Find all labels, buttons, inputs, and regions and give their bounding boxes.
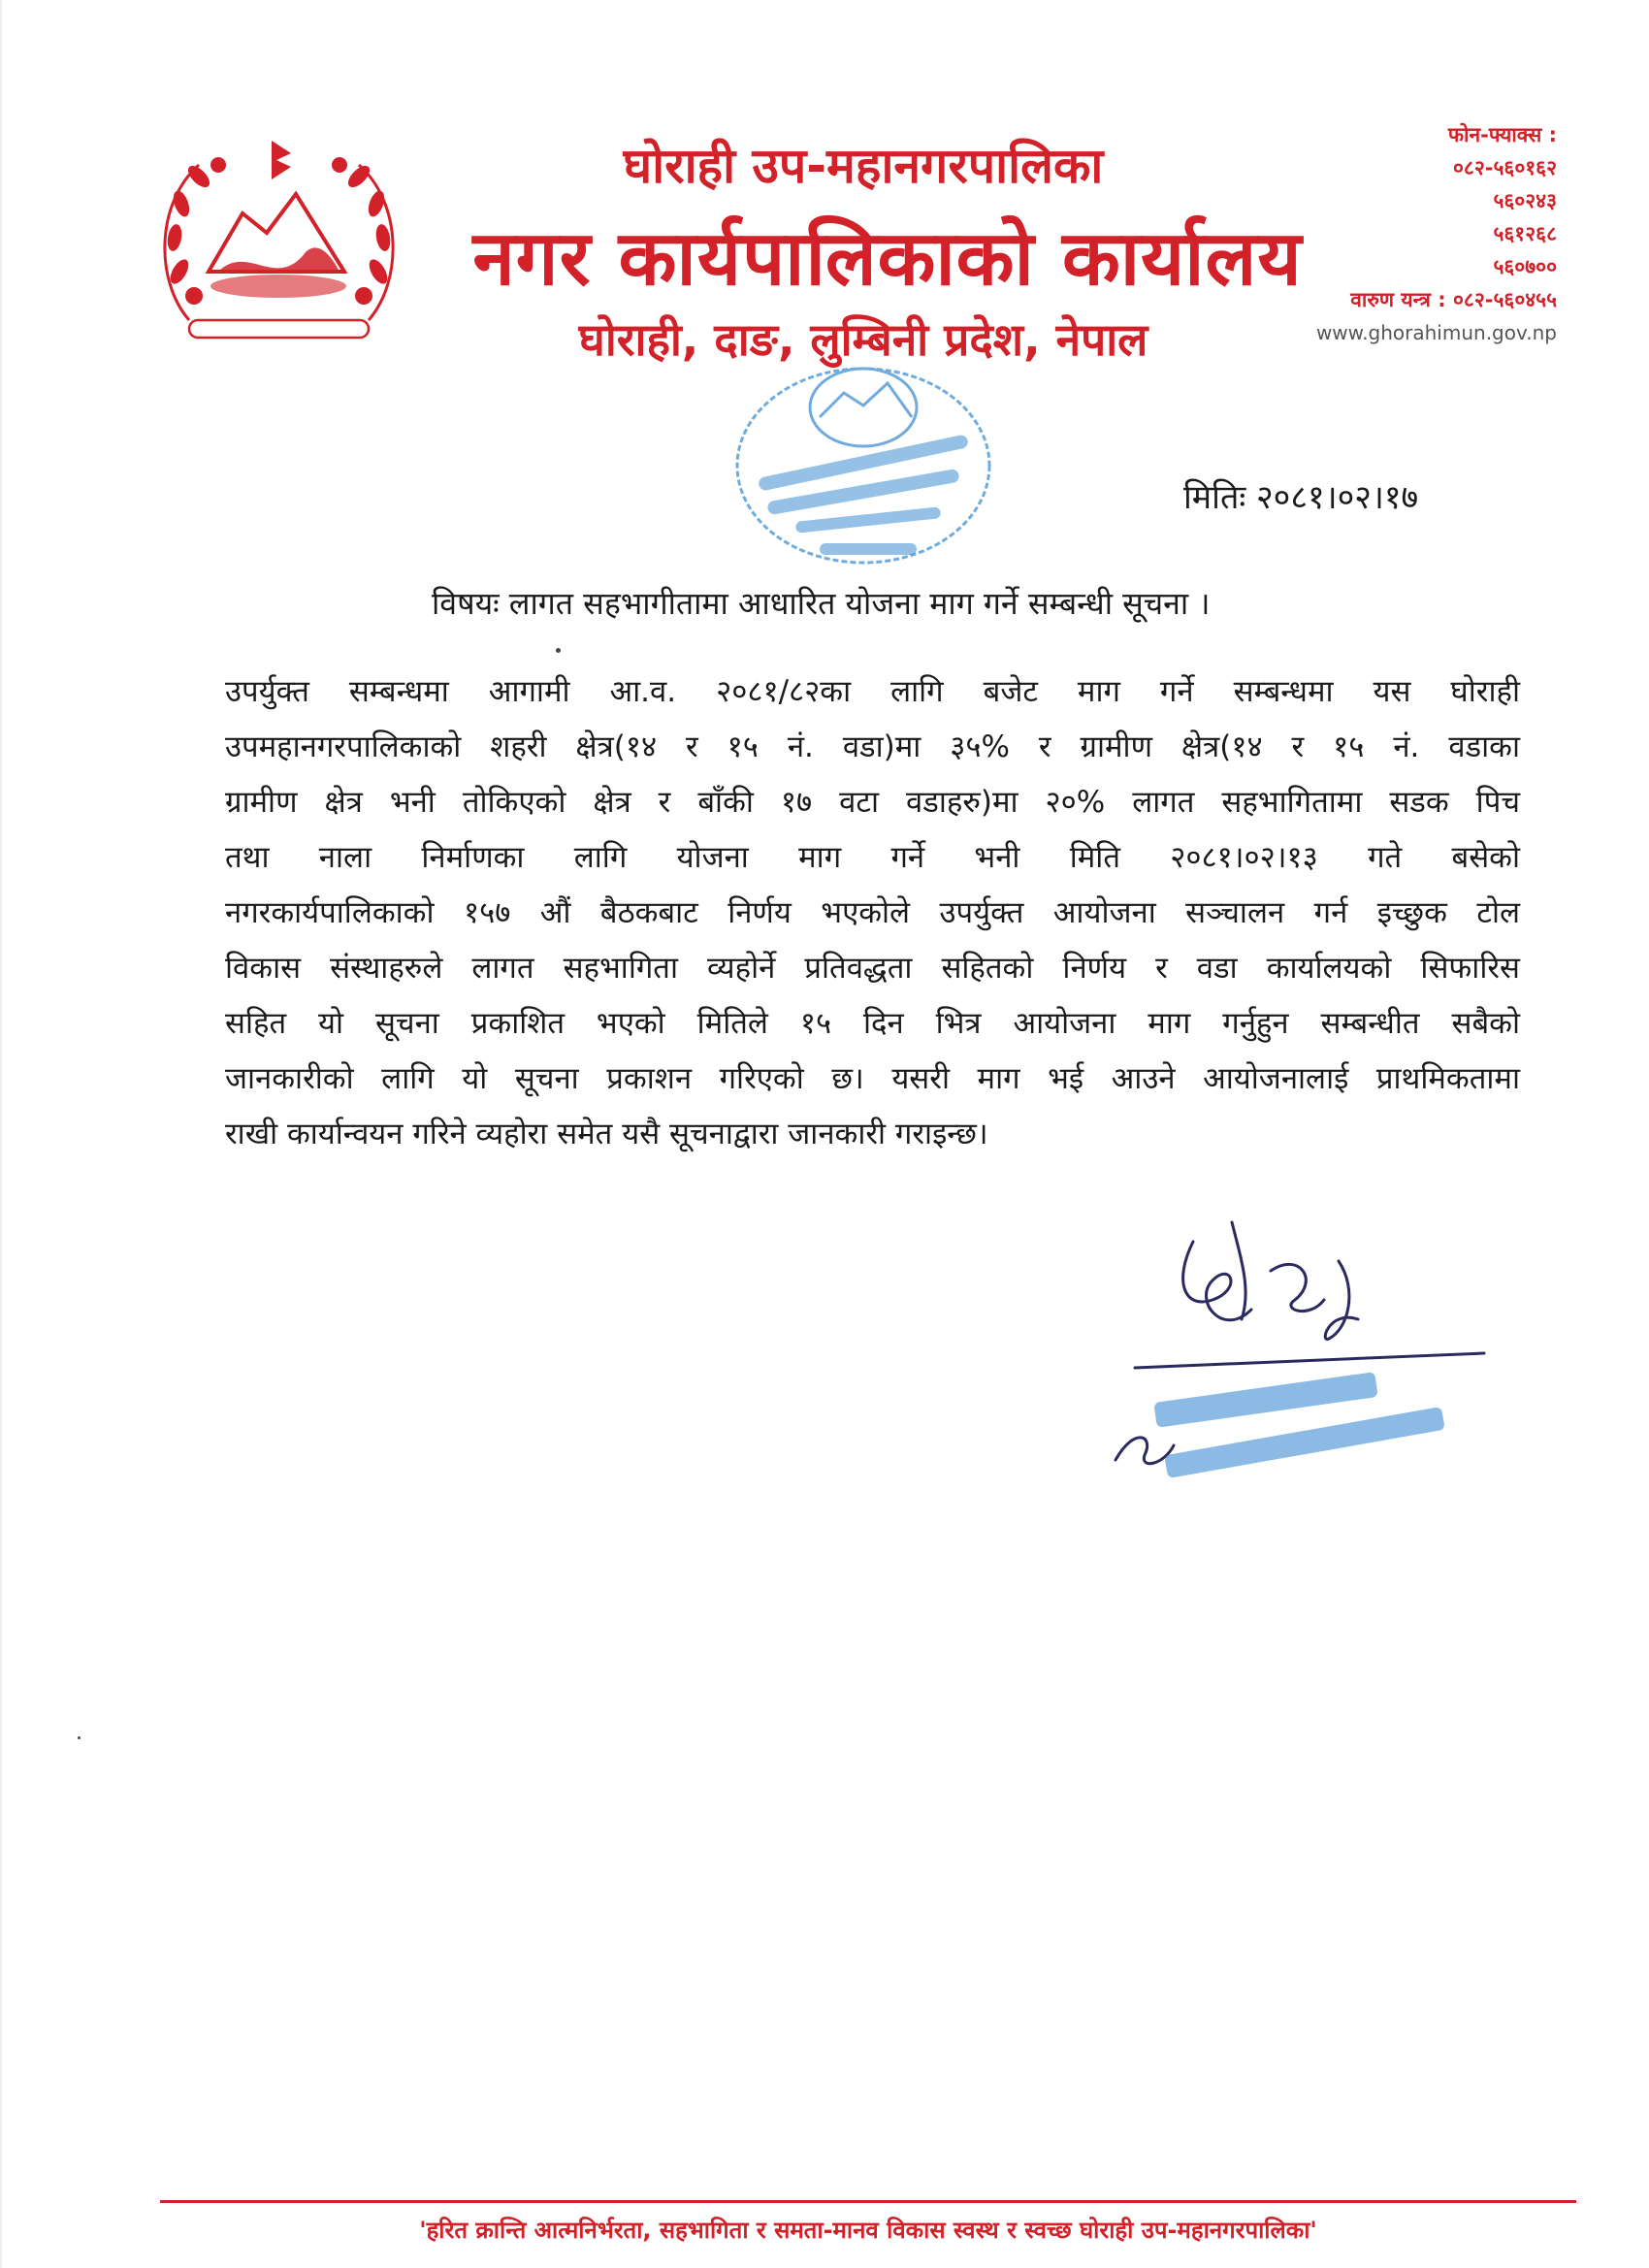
phone-number: ५६१२६८ <box>1493 222 1557 245</box>
body-line: जानकारीको लागि यो सूचना प्रकाशन गरिएको छ। यसरी माग भई आउने आयोजनालाई प्राथमिकतामा <box>225 1061 1520 1096</box>
body-line: राखी कार्यान्वयन गरिने व्यहोरा समेत यसै सूचनाद्वारा जानकारी गराइन्छ। <box>225 1117 988 1151</box>
officer-signature <box>1096 1203 1504 1494</box>
body-line: ग्रामीण क्षेत्र भनी तोकिएको क्षेत्र र बाँकी १७ वटा वडाहरु)मा २०% लागत सहभागितामा सडक पिच <box>225 785 1520 820</box>
body-line: उपमहानगरपालिकाको शहरी क्षेत्र(१४ र १५ नं. वडा)मा ३५% र ग्रामीण क्षेत्र(१४ र १५ नं. वडाका <box>225 729 1520 764</box>
body-line: उपर्युक्त सम्बन्धमा आगामी आ.व. २०८१/८२का लागि बजेट माग गर्ने सम्बन्धमा यस घोराही <box>225 674 1520 709</box>
phone-fax-label: फोन-फ्याक्स : <box>1447 123 1557 146</box>
nepal-emblem-logo <box>150 126 407 359</box>
website-link[interactable]: www.ghorahimun.gov.np <box>1315 321 1557 344</box>
phone-number: ०८२-५६०१६२ <box>1453 156 1557 179</box>
office-seal-stamp <box>723 349 1004 592</box>
phone-number: ५६०२४३ <box>1493 189 1557 212</box>
ink-speck <box>556 648 561 653</box>
contact-block <box>1316 118 1557 349</box>
body-line: नगरकार्यपालिकाको १५७ औं बैठकबाट निर्णय भएकोले उपर्युक्त आयोजना सञ्चालन गर्न इच्छुक टोल <box>225 895 1520 930</box>
issue-date: मितिः २०८१।०२।१७ <box>1183 478 1419 517</box>
notice-subject: विषयः लागत सहभागीतामा आधारित योजना माग गर्ने सम्बन्धी सूचना । <box>432 585 1211 622</box>
office-address: घोराही, दाङ, लुम्बिनी प्रदेश, नेपाल <box>578 313 1148 366</box>
ink-speck <box>78 1736 81 1739</box>
body-line: विकास संस्थाहरुले लागत सहभागिता व्यहोर्ने प्रतिवद्धता सहितको निर्णय र वडा कार्यालयको सिफारिस <box>225 951 1520 986</box>
phone-number: ५६०७०० <box>1493 255 1557 278</box>
fire-brigade-number: वारुण यन्त्र : ०८२-५६०४५५ <box>1350 288 1557 311</box>
footer-slogan: 'हरित क्रान्ति आत्मनिर्भरता, सहभागिता र समता-मानव विकास स्वस्थ र स्वच्छ घोराही उप-महानगरपालिका' <box>419 2217 1317 2244</box>
footer-divider <box>160 2200 1576 2203</box>
notice-body <box>225 664 1520 1162</box>
office-title: नगर कार्यपालिकाको कार्यालय <box>472 215 1303 303</box>
municipality-name: घोराही उप-महानगरपालिका <box>623 138 1104 194</box>
body-line: सहित यो सूचना प्रकाशित भएको मितिले १५ दिन भित्र आयोजना माग गर्नुहुन सम्बन्धीत सबैको <box>225 1006 1520 1041</box>
body-line: तथा नाला निर्माणका लागि योजना माग गर्ने भनी मिति २०८१।०२।१३ गते बसेको <box>225 840 1520 875</box>
